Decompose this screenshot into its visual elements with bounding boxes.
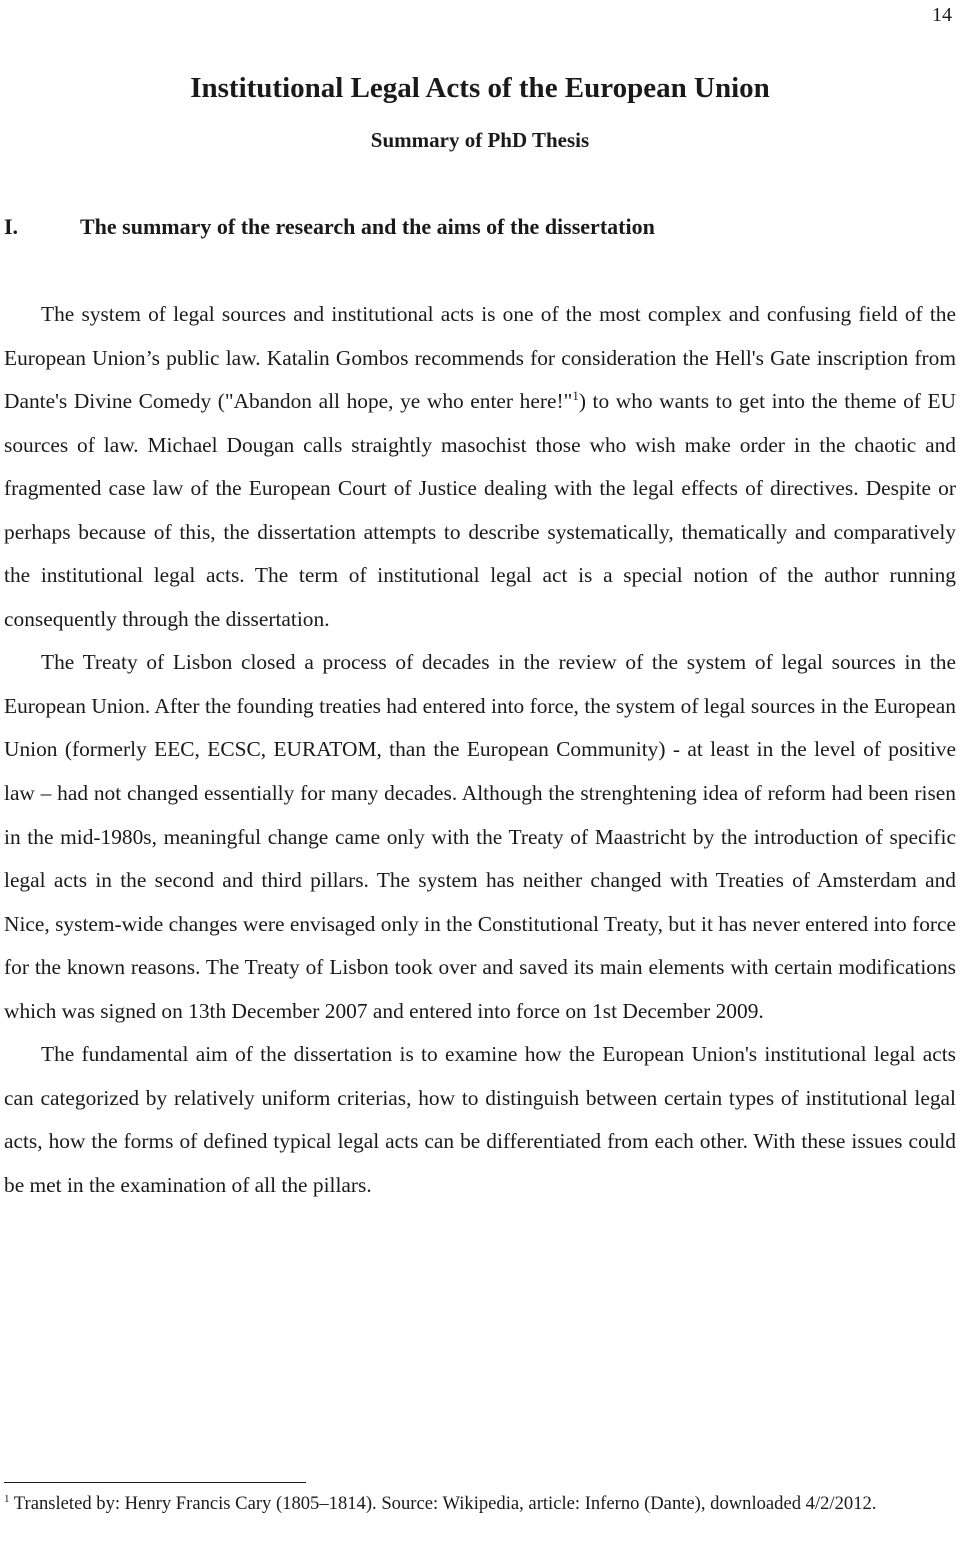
paragraph-1-part-2: ) to who wants to get into the theme of EU sources of law. Michael Dougan calls straightly masochist those who wish make order in the chaotic and fragmented case law of the European Court of Justice dealing with the legal effects of directives. Despite or perhaps because of this, the dissertation attempts to describe systematically, thematically and comparatively the institutional legal acts. The term of institutional legal act is a special notion of the author running consequently through the dissertation. [4, 389, 957, 631]
footnote-text: Transleted by: Henry Francis Cary (1805–1814). Source: Wikipedia, article: Inferno (Dante), downloaded 4/2/2012. [9, 1493, 877, 1514]
section-heading [4, 214, 954, 240]
section-number: I. [4, 214, 19, 239]
footnote-marker: 1 [4, 1492, 10, 1505]
page-number: 14 [932, 4, 952, 26]
footnote-reference: 1 [572, 387, 579, 403]
paragraph-2: The Treaty of Lisbon closed a process of decades in the review of the system of legal sources in the European Union. After the founding treaties had entered into force, the system of legal sources in the European Union (formerly EEC, ECSC, EURATOM, than the European Community) - at least in the level of positive law – had not changed essentially for many decades. Although the strenghtening idea of reform had been risen in the mid-1980s, meaningful change came only with the Treaty of Maastricht by the introduction of specific legal acts in the second and third pillars. The system has neither changed with Treaties of Amsterdam and Nice, system-wide changes were envisaged only in the Constitutional Treaty, but it has never entered into force for the known reasons. The Treaty of Lisbon took over and saved its main elements with certain modifications which was signed on 13th December 2007 and entered into force on 1st December 2009. [4, 650, 956, 1023]
document-title: Institutional Legal Acts of the European Union [190, 72, 770, 104]
paragraph-1-part-1: The system of legal sources and institutional acts is one of the most complex and confusing field of the European Union’s public law. Katalin Gombos recommends for consideration the Hell's Gate inscription from Dante's Divine Comedy ("Abandon all hope, ye who enter here!" [4, 302, 956, 414]
paragraph-1 [4, 293, 956, 641]
section-heading-text: The summary of the research and the aims of the dissertation [80, 214, 655, 239]
body-text [4, 293, 956, 1207]
document-subtitle: Summary of PhD Thesis [370, 128, 590, 152]
footnote [4, 1492, 956, 1515]
paragraph-3: The fundamental aim of the dissertation is to examine how the European Union's institutional legal acts can categorized by relatively uniform criterias, how to distinguish between certain types of institutional legal acts, how the forms of defined typical legal acts can be differentiated from each other. With these issues could be met in the examination of all the pillars. [4, 1042, 956, 1197]
footnote-divider [4, 1482, 306, 1483]
